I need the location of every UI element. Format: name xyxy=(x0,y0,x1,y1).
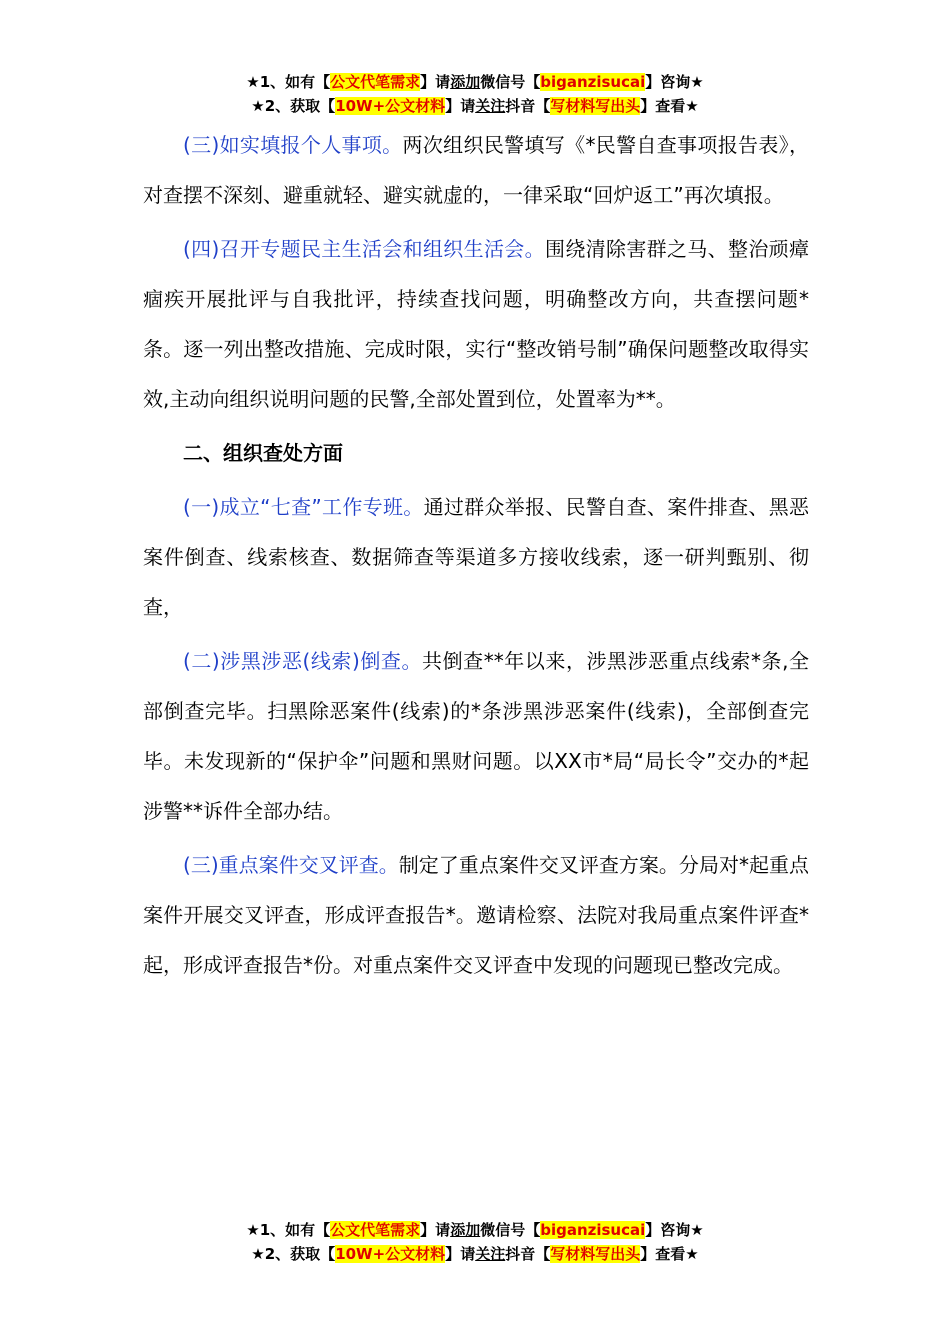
paragraph-text: 围绕清除害群之马、整治顽瘴痼疾开展批评与自我批评，持续查找问题，明确整改方向，共查摆问题*条。逐一列出整改措施、完成时限，实行“整改销号制”确保问题整改取得实效,主动向组织说明问题的民警,全部处置到位，处置率为**。 xyxy=(143,237,810,411)
paragraph-lead: (二)涉黑涉恶(线索)倒查。 xyxy=(183,649,423,673)
paragraph-lead: (一)成立“七查”工作专班。 xyxy=(183,495,424,519)
banner-text: 】请 xyxy=(445,97,476,115)
banner-line-2 xyxy=(0,1242,950,1266)
douyin-account: 写材料写出头 xyxy=(550,1245,641,1263)
wechat-id: biganzisucai xyxy=(540,73,646,91)
paragraph-2 xyxy=(143,636,809,836)
highlight-text: 10W+公文材料 xyxy=(335,97,446,115)
banner-text: ★2、获取【 xyxy=(251,1245,336,1263)
banner-text: 微信号【 xyxy=(480,73,541,91)
douyin-account: 写材料写出头 xyxy=(550,97,641,115)
paragraph-lead: (三)重点案件交叉评查。 xyxy=(183,853,399,877)
banner-text: 】咨询★ xyxy=(645,1221,704,1239)
paragraph-text: 两次组织民警填写《*民警自查事项报告表》，对查摆不深刻、避重就轻、避实就虚的，一律采取“回炉返工”再次填报。 xyxy=(143,133,810,207)
bottom-banner xyxy=(0,1218,950,1266)
banner-text: 微信号【 xyxy=(480,1221,541,1239)
banner-text: 】查看★ xyxy=(640,97,699,115)
banner-text: 添加 xyxy=(450,1221,481,1239)
banner-text: 】请 xyxy=(445,1245,476,1263)
paragraph-3b xyxy=(143,840,809,990)
paragraph-1 xyxy=(143,482,809,632)
banner-text: 关注 xyxy=(475,1245,506,1263)
wechat-id: biganzisucai xyxy=(540,1221,646,1239)
banner-text: 抖音【 xyxy=(505,1245,551,1263)
paragraph-lead: (三)如实填报个人事项。 xyxy=(183,133,403,157)
highlight-text: 公文代笔需求 xyxy=(330,73,421,91)
banner-text: 】请 xyxy=(420,1221,451,1239)
paragraph-4 xyxy=(143,224,809,424)
banner-text: 抖音【 xyxy=(505,97,551,115)
banner-text: 】请 xyxy=(420,73,451,91)
paragraph-3 xyxy=(143,120,809,220)
paragraph-lead: (四)召开专题民主生活会和组织生活会。 xyxy=(183,237,545,261)
highlight-text: 公文代笔需求 xyxy=(330,1221,421,1239)
banner-text: 关注 xyxy=(475,97,506,115)
banner-text: 】咨询★ xyxy=(645,73,704,91)
banner-text: ★2、获取【 xyxy=(251,97,336,115)
paragraph-text: 共倒查**年以来，涉黑涉恶重点线索*条,全部倒查完毕。扫黑除恶案件(线索)的*条涉黑涉恶案件(线索)，全部倒查完毕。未发现新的“保护伞”问题和黑财问题。以XX市*局“局长令”交办的*起涉警**诉件全部办结。 xyxy=(143,649,809,823)
banner-text: 】查看★ xyxy=(640,1245,699,1263)
banner-line-1 xyxy=(0,1218,950,1242)
highlight-text: 10W+公文材料 xyxy=(335,1245,446,1263)
banner-text: ★1、如有【 xyxy=(246,1221,331,1239)
section-heading: 二、组织查处方面 xyxy=(183,441,343,465)
banner-line-1 xyxy=(0,70,950,94)
banner-text: 添加 xyxy=(450,73,481,91)
banner-text: ★1、如有【 xyxy=(246,73,331,91)
banner-line-2 xyxy=(0,94,950,118)
paragraph-text: 通过群众举报、民警自查、案件排查、黑恶案件倒查、线索核查、数据筛查等渠道多方接收线索，逐一研判甄别、彻查， xyxy=(143,495,810,619)
paragraph-text: 制定了重点案件交叉评查方案。分局对*起重点案件开展交叉评查，形成评查报告*。邀请检察、法院对我局重点案件评查*起，形成评查报告*份。对重点案件交叉评查中发现的问题现已整改完成。 xyxy=(143,853,810,977)
document-body xyxy=(143,120,809,994)
top-banner xyxy=(0,70,950,118)
